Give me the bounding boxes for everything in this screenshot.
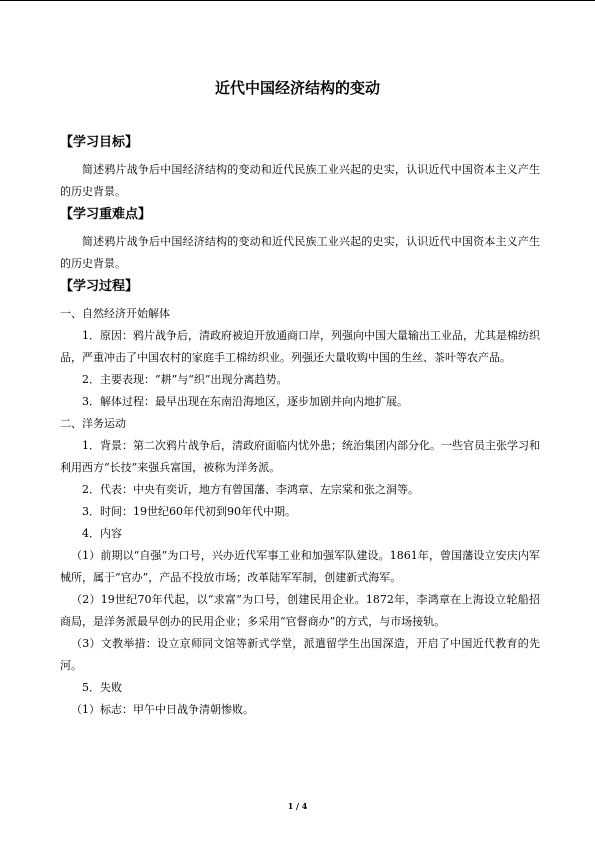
part2-heading: 二、洋务运动 — [60, 417, 126, 430]
part1-heading: 一、自然经济开始解体 — [60, 307, 170, 320]
document-title: 近代中国经济结构的变动 — [214, 79, 380, 97]
part2-sub-later-phase: （2）19世纪70年代起，以“求富”为口号，创建民用企业。1872年，李鸿章在上海设立轮船招商局，是洋务派最早创办的民用企业；多采用“官督商办”的方式，与市场接轨。 — [60, 593, 540, 628]
part2-item-representatives: 2．代表：中央有奕䜣，地方有曾国藩、李鸿章、左宗棠和张之洞等。 — [82, 483, 419, 496]
key-points-heading: 【学习重难点】 — [60, 207, 152, 222]
process-heading: 【学习过程】 — [60, 279, 139, 294]
part2-item-content: 4．内容 — [82, 527, 122, 540]
part2-item-time: 3．时间：19世纪60年代初到90年代中期。 — [82, 505, 296, 518]
top-border-line — [0, 0, 595, 1]
part1-item-manifestation: 2．主要表现：“耕”与“织”出现分离趋势。 — [82, 373, 288, 386]
part2-item-failure: 5．失败 — [82, 681, 122, 694]
part2-item-background: 1．背景：第二次鸦片战争后，清政府面临内忧外患；统治集团内部分化。一些官员主张学习和利用西方“长技”来强兵富国，被称为洋务派。 — [60, 439, 540, 474]
part2-sub-education: （3）文教举措：设立京师同文馆等新式学堂，派遣留学生出国深造，开启了中国近代教育的先河。 — [60, 637, 540, 672]
part1-item-process: 3．解体过程：最早出现在东南沿海地区，逐步加剧并向内地扩展。 — [82, 395, 408, 408]
goals-paragraph: 简述鸦片战争后中国经济结构的变动和近代民族工业兴起的史实，认识近代中国资本主义产生的历史背景。 — [60, 163, 540, 198]
goals-heading: 【学习目标】 — [60, 135, 139, 150]
part2-sub-early-phase: （1）前期以“自强”为口号，兴办近代军事工业和加强军队建设。1861年，曾国藩设立安庆内军械所，属于“官办”，产品不投放市场；改革陆军军制，创建新式海军。 — [60, 549, 540, 584]
document-body — [60, 133, 540, 721]
page-number: 1 / 4 — [287, 801, 308, 811]
key-points-paragraph: 简述鸦片战争后中国经济结构的变动和近代民族工业兴起的史实，认识近代中国资本主义产生的历史背景。 — [60, 235, 540, 270]
part2-sub-failure-sign: （1）标志：甲午中日战争清朝惨败。 — [71, 703, 254, 716]
part1-item-cause: 1．原因：鸦片战争后，清政府被迫开放通商口岸，列强向中国大量输出工业品，尤其是棉纺织品，严重冲击了中国农村的家庭手工棉纺织业。列强还大量收购中国的生丝、茶叶等农产品。 — [60, 329, 540, 364]
